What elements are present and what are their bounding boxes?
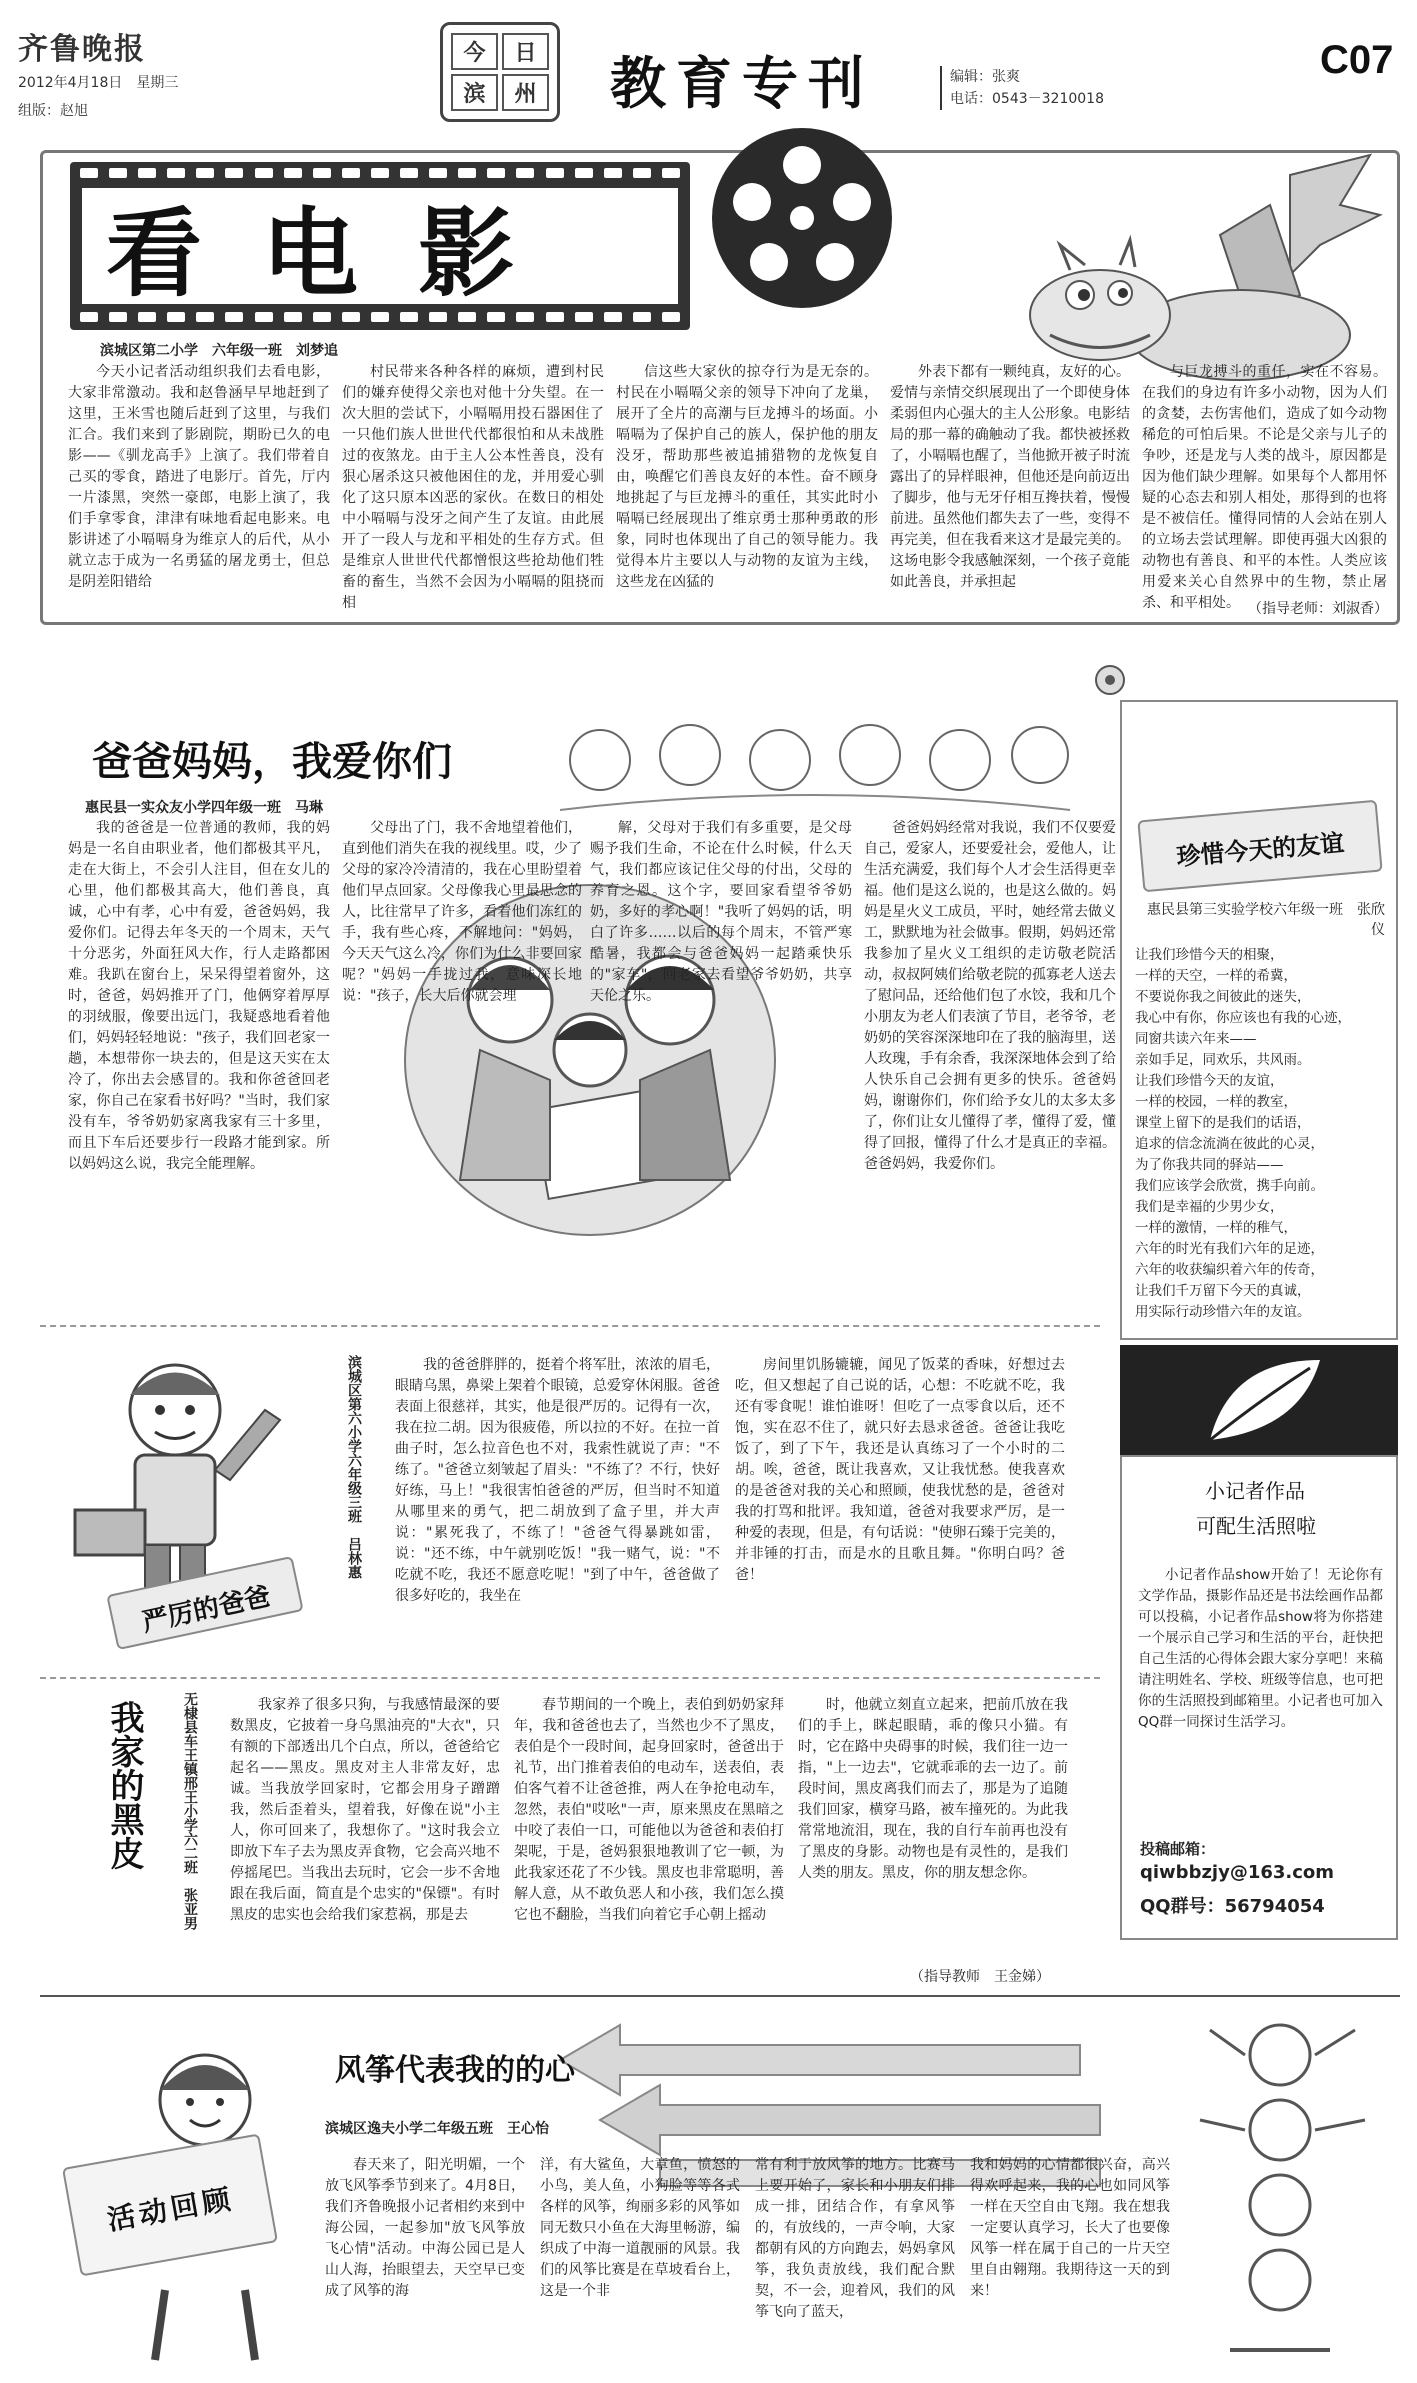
article-column [68, 818, 330, 1343]
kids-doodle-banner [540, 700, 1080, 820]
qq-group-number: QQ群号：56794054 [1140, 1896, 1325, 1917]
issue-date: 2012年4月18日 星期三 [18, 75, 179, 91]
seal-char: 州 [502, 74, 549, 111]
seal-char: 滨 [451, 74, 498, 111]
article-text: 外表下都有一颗纯真，友好的心。爱情与亲情交织展现出了一个即使身体柔弱但内心强大的主人公形象。电影结局的那一幕的确触动了我。都快被拯救了，小嗝嗝也醒了，当他掀开被子时流露出了的异样眼神，但他还是向前迈出了脚步，他与无牙仔相互搀扶着，慢慢前进。虽然他们都失去了一些，变得不再完美，但在我看来这才是最完美的。这场电影令我感触深刻，一个孩子竟能如此善良，并承担起 [890, 364, 1130, 590]
article-column [755, 2155, 955, 2375]
poem-line: 让我们珍惜今天的相聚， [1135, 947, 1284, 963]
contact-box [940, 66, 1104, 110]
poem-line: 六年的时光有我们六年的足迹， [1135, 1241, 1324, 1257]
teacher-credit: （指导教师 王金娣） [910, 1969, 1050, 1985]
article-byline: 无棣县车王镇邢王小学六二班 张亚男 [182, 1692, 198, 1930]
article-text: 时，他就立刻直立起来，把前爪放在我们的手上，眯起眼睛，乖的像只小猫。有时，它在路中央碍事的时候，我们往一边一指，"上一边去"，它就乖乖的去一边了。前段时间，黑皮离我们而去了，那是为了追随我们回家，横穿马路，被车撞死的。为此我常常地流泪，现在，我的自行车前再也没有了黑皮的身影。动物也是有灵性的，是我们人类的朋友。黑皮，你的朋友想念你。 [798, 1697, 1068, 1881]
email-label: 投稿邮箱： [1140, 1840, 1216, 1858]
contact-editor: 编辑：张爽 [950, 69, 1020, 85]
article-title: 风筝代表我的的心 [335, 2053, 575, 2088]
poem-line: 一样的激情，一样的稚气， [1135, 1220, 1297, 1236]
article-text: 春节期间的一个晚上，表伯到奶奶家拜年，我和爸爸也去了，当然也少不了黑皮，表伯是个一段时间，起身回家时，爸爸出于礼节，出门推着表伯的电动车，送表伯，表伯客气着不让爸爸推，两人在争抢电动车，忽然，表伯"哎吆"一声，原来黑皮在黑暗之中咬了表伯一口，可能他以为爸爸和表伯打架呢，于是，爸妈狠狠地教训了它一顿，为此我家还花了不少钱。黑皮也非常聪明，善解人意，从不敢负恶人和小孩，我们怎么摸它也不翻脸，当我们向着它手心朝上摇动 [514, 1697, 784, 1923]
poem-line: 不要说你我之间彼此的迷失， [1135, 989, 1311, 1005]
reporter-subtitle: 可配生活照啦 [1196, 1514, 1316, 1538]
article-column [395, 1355, 720, 1665]
poem-line: 我心中有你，你应该也有我的心迹， [1135, 1010, 1351, 1026]
section-divider [40, 1677, 1100, 1679]
poem-line: 让我们珍惜今天的友谊， [1135, 1073, 1284, 1089]
article-text: 常有利于放风筝的地方。比赛马上要开始了，家长和小朋友们排成一排，团结合作，有拿风筝的，有放线的，一声令响，大家都朝有风的方向跑去，妈妈拿风筝，我负责放线，我们配合默契，不一会，迎着风，我们的风筝飞向了蓝天， [755, 2157, 955, 2320]
article-column [890, 362, 1130, 612]
article-column [342, 818, 582, 1343]
article-text: 洋，有大鲨鱼，大章鱼，愤怒的小鸟，美人鱼，小狗脸等等各式各样的风筝，绚丽多彩的风筝如同无数只小鱼在大海里畅游，编织成了中海一道靓丽的风景。我们的风筝比赛是在草坡看台上，这是一个非 [540, 2157, 740, 2299]
article-text: 村民带来各种各样的麻烦，遭到村民们的嫌弃使得父亲也对他十分失望。在一次大胆的尝试下，小嗝嗝用投石器困住了一只他们族人世世代代都很怕和从未战胜过的夜煞龙。由于主人公本性善良，没有狠心屠杀这只被他困住的龙，并用爱心驯化了这只原本凶恶的家伙。在数日的相处中小嗝嗝与没牙之间产生了友谊。由此展开了一段人与龙和平相处的生存方式。但是维京人世世代代都憎恨这些抢劫他们牲畜的畜生，当然不会因为小嗝嗝的阻挠而相 [342, 364, 604, 611]
poem-line: 一样的天空，一样的希冀， [1135, 968, 1297, 984]
article-title: 看电影 [106, 196, 574, 310]
poem-line: 为了你我共同的驿站—— [1135, 1157, 1284, 1173]
article-title: 爸爸妈妈，我爱你们 [92, 738, 452, 785]
article-column [514, 1695, 784, 1985]
film-strip-title [70, 162, 690, 330]
layout-editor: 组版：赵旭 [18, 103, 88, 119]
poem-line: 同窗共读六年来—— [1135, 1031, 1257, 1047]
article-column [540, 2155, 740, 2375]
today-binzhou-seal [440, 22, 560, 122]
reporter-title: 小记者作品 [1205, 1479, 1305, 1503]
article-column [735, 1355, 1065, 1665]
article-column [970, 2155, 1170, 2375]
article-text: 爸爸妈妈经常对我说，我们不仅要爱自己，爱家人，还要爱社会，爱他人，让生活充满爱，我们每个人才会生活得更幸福。他们是这么说的，也是这么做的。妈妈是星火义工成员，平时，她经常去做义工，默默地为社会做事。假期，妈妈还常我参加了星火义工组织的走访敬老院活动，叔叔阿姨们给敬老院的孤寡老人送去了慰问品，还给他们包了水饺，我和几个小朋友为老人们表演了节目，老爷爷，老奶奶的笑容深深地印在了我的脑海里，送人玫瑰，手有余香，我深深地体会到了给人快乐自己会拥有更多的快乐。爸爸妈妈，谢谢你们，你们给予女儿的太多太多了，你们让女儿懂得了孝，懂得了爱，懂得了回报，懂得了什么才是真正的幸福。爸爸妈妈，我爱你们。 [864, 820, 1116, 1172]
newspaper-brand: 齐鲁晚报 [18, 32, 146, 67]
article-text: 今天小记者活动组织我们去看电影，大家非常激动。我和赵鲁涵早早地赶到了这里，王米雪也随后赶到了这里，与我们汇合。我们来到了影剧院，期盼已久的电影——《驯龙高手》上演了。我们带着自己买的零食，踏进了电影厅。首先，厅内一片漆黑，突然一豪郎，电影上演了，我们手拿零食，津津有味地看起电影来。电影讲述了小嗝嗝身为维京人的后代，从小就立志于成为一名勇猛的屠龙勇士，但总是阴差阳错给 [68, 364, 330, 590]
dragon-illustration [990, 145, 1390, 395]
poem-line: 让我们千万留下今天的真诚， [1135, 1283, 1311, 1299]
article-text: 春天来了，阳光明媚，一个放飞风筝季节到来了。4月8日，我们齐鲁晚报小记者相约来到中海公园，一起参加"放飞风筝放飞心情"活动。中海公园已是人山人海，抬眼望去，天空早已变成了风筝的海 [325, 2157, 525, 2299]
kids-tower-illustration [1170, 2010, 1400, 2370]
poem-line: 我们应该学会欣赏，携手向前。 [1135, 1178, 1324, 1194]
article-text: 我的爸爸是一位普通的教师，我的妈妈是一名自由职业者，他们都极其平凡，走在大街上，不会引人注目，但在女儿的心里，他们都极其高大，他们善良，真诚，心中有孝，心中有爱，爸爸妈妈，我爱你们。记得去年冬天的一个周末，天气十分恶劣，外面狂风大作，行人走路都困难。我趴在窗台上，呆呆得望着窗外，这时，爸爸，妈妈推开了门，他俩穿着厚厚的羽绒服，像要出远门，我疑惑地看着他们，妈妈轻轻地说："孩子，我们回老家一趟，本想带你一块去的，但是这天实在太冷了，你出去会感冒的。我和你爸爸回老家，你自己在家看书好吗？"当时，我们家没有车，爷爷奶奶家离我家有三十多里，而且下车后还要步行一段路才能到家。所以妈妈这么说，我完全能理解。 [68, 820, 330, 1172]
poem-line: 一样的校园，一样的教室， [1135, 1094, 1297, 1110]
reporter-body [1138, 1565, 1383, 1835]
article-text: 房间里饥肠辘辘，闻见了饭菜的香味，好想过去吃，但又想起了自己说的话，心想：不吃就不吃，我还有零食呢！谁怕谁呀！但吃了一点零食以后，还不饱，实在忍不住了，就只好去恳求爸爸。爸爸让我吃饭了，到了下午，我还是认真练习了一个小时的二胡。唉，爸爸，既让我喜欢，又让我忧愁。使我喜欢的是爸爸对我的关心和照顾，使我忧愁的是，爸爸对我的打骂和批评。我知道，爸爸对我要求严厉，是一种爱的表现，但是，有句话说："使卵石臻于完美的，并非锤的打击，而是水的且歌且舞。"你明白吗？爸爸！ [735, 1357, 1065, 1583]
article-column [342, 362, 604, 612]
poem-line: 亲如手足，同欢乐，共风雨。 [1135, 1052, 1311, 1068]
seal-char: 今 [451, 33, 498, 70]
submission-email[interactable]: qiwbbzjy@163.com [1140, 1862, 1335, 1883]
leaf-black-block [1120, 1345, 1398, 1455]
poem-line: 追求的信念流淌在彼此的心灵， [1135, 1136, 1324, 1152]
seal-char: 日 [502, 33, 549, 70]
page-number: C07 [1320, 38, 1394, 82]
article-text: 父母出了门，我不舍地望着他们，直到他们消失在我的视线里。哎，少了父母的家冷冷清清的，我在心里盼望着他们早点回家。父母像我心里最思念的人，比往常早了许多，看着他们冻红的手，我有些心疼，不解地问："妈妈，今天天气这么冷，你们为什么非要回家呢？"妈妈一手拢过我，意味深长地说："孩子，长大后你就会理 [342, 820, 582, 1004]
leaf-icon [1190, 1350, 1330, 1450]
section-divider [40, 1995, 1400, 1997]
poem-line: 用实际行动珍惜六年的友谊。 [1135, 1304, 1311, 1320]
poem-title: 珍惜今天的友谊 [1175, 827, 1346, 872]
poem-body [1135, 945, 1390, 1330]
article-column [230, 1695, 500, 1985]
poem-byline: 惠民县第三实验学校六年级一班 张欣仪 [1147, 902, 1385, 938]
teacher-credit: （指导老师：刘淑香） [1248, 601, 1388, 617]
article-column [325, 2155, 525, 2375]
section-divider [40, 1325, 1100, 1327]
film-reel-icon [712, 128, 892, 308]
article-column [864, 818, 1116, 1343]
contact-phone: 电话：0543－3210018 [950, 91, 1104, 107]
poem-line: 课堂上留下的是我们的话语， [1135, 1115, 1311, 1131]
reporter-text: 小记者作品show开始了！无论你有文学作品，摄影作品还是书法绘画作品都可以投稿，小记者作品show将为你搭建一个展示自己学习和生活的平台，赶快把自己生活的心得体会跟大家分享吧！来稿请注明姓名、学校、班级等信息，也可把你的生活照投到邮箱里。小记者也可加入QQ群一同探讨生活学习。 [1138, 1567, 1383, 1730]
article-text: 我的爸爸胖胖的，挺着个将军肚，浓浓的眉毛，眼睛乌黑，鼻梁上架着个眼镜，总爱穿休闲服。爸爸表面上很慈祥，其实，他是很严厉的。记得有一次，我在拉二胡。因为很疲倦，所以拉的不好。在拉一首曲子时，怎么拉音色也不对，我索性就说了声："不练了。"爸爸立刻皱起了眉头："不练了？不行，快好好练，马上！"我很害怕爸爸的严厉，但当时不知道从哪里来的勇气，把二胡放到了盒子里，并大声说："累死我了，不练了！"爸爸气得暴跳如雷，说："还不练，中午就别吃饭！"我一赌气，说："不吃就不吃，我还不愿意吃呢！"到了中午，爸爸做了很多好吃的，我坐在 [395, 1357, 720, 1604]
article-text: 信这些大家伙的掠夺行为是无奈的。村民在小嗝嗝父亲的领导下冲向了龙巢，展开了全片的高潮与巨龙搏斗的场面。小嗝嗝为了保护自己的族人，保护他的朋友没牙，帮助那些被追捕猎物的龙恢复自由，唤醒它们善良友好的本性。奋不顾身地挑起了与巨龙搏斗的重任，其实此时小嗝嗝已经展现出了维京勇士那种勇敢的形象，同时也体现出了自己的领导能力。我觉得本片主要以人与动物的友谊为主线，这些龙在凶猛的 [616, 364, 878, 590]
article-column [68, 362, 330, 612]
article-text: 我家养了很多只狗，与我感情最深的要数黑皮，它披着一身乌黑油亮的"大衣"，只有额的下部透出几个白点，所以，爸爸给它起名——黑皮。黑皮对主人非常友好，忠诚。当我放学回家时，它都会用身子蹭蹭我，然后歪着头，望着我，好像在说"小主人，你可回来了，我想你了。"这时我会立即放下车子去为黑皮弄食物，它会高兴地不停摇尾巴。当我出去玩时，它会一步不舍地跟在我后面，简直是个忠实的"保镖"。有时黑皮的忠实也会给我们家惹祸，那是去 [230, 1697, 500, 1923]
article-title: 严厉的爸爸 [139, 1581, 274, 1639]
article-column [590, 818, 852, 1343]
article-byline: 惠民县一实众友小学四年级一班 马琳 [85, 800, 323, 816]
poem-line: 六年的收获编织着六年的传奇， [1135, 1262, 1324, 1278]
article-byline: 滨城区第二小学 六年级一班 刘梦追 [100, 343, 338, 359]
article-text: 与巨龙搏斗的重任，实在不容易。在我们的身边有许多小动物，因为人们的贪婪，去伤害他们，造成了如今动物稀危的可怕后果。不论是父亲与儿子的争吵，还是龙与人类的战斗，原因都是因为他们缺少理解。如果每个人都用怀疑的心态去和别人相处，那得到的也将是不被信任。懂得同情的人会站在别人的立场去尝试理解。即使再强大凶狠的动物也有善良、和平的本性。人类应该用爱来关心自然界中的生物，禁止屠杀、和平相处。 [1142, 364, 1387, 611]
article-byline: 滨城区第六小学六年级三班 吕林惠 [346, 1355, 362, 1579]
article-column [798, 1695, 1068, 1967]
article-title: 我家的黑皮 [104, 1700, 144, 1870]
article-text: 我和妈妈的心情都很兴奋，高兴得欢呼起来，我的心也如同风筝一样在天空自由飞翔。我在想我一定要认真学习，长大了也要像风筝一样在属于自己的一片天空里自由翱翔。我期待这一天的到来！ [970, 2157, 1170, 2299]
activity-review-label: 活动回顾 [104, 2182, 237, 2237]
poem-line: 我们是幸福的少男少女， [1135, 1199, 1284, 1215]
article-column [616, 362, 878, 612]
article-text: 解，父母对于我们有多重要，是父母赐予我们生命，不论在什么时候，什么天气，我们都应该记住父母的付出，父母的养育之恩。这个字，要回家看望爷爷奶奶，多好的孝心啊！"我听了妈妈的话，明白了许多……以后的每个周末，不管严寒酷暑，我都会与爸爸妈妈一起踏乘快乐的"家车"，回老家去看望爷爷奶奶，共享天伦之乐。 [590, 820, 852, 1004]
article-byline: 滨城区逸夫小学二年级五班 王心怡 [325, 2121, 549, 2137]
section-title: 教育专刊 [610, 51, 874, 117]
